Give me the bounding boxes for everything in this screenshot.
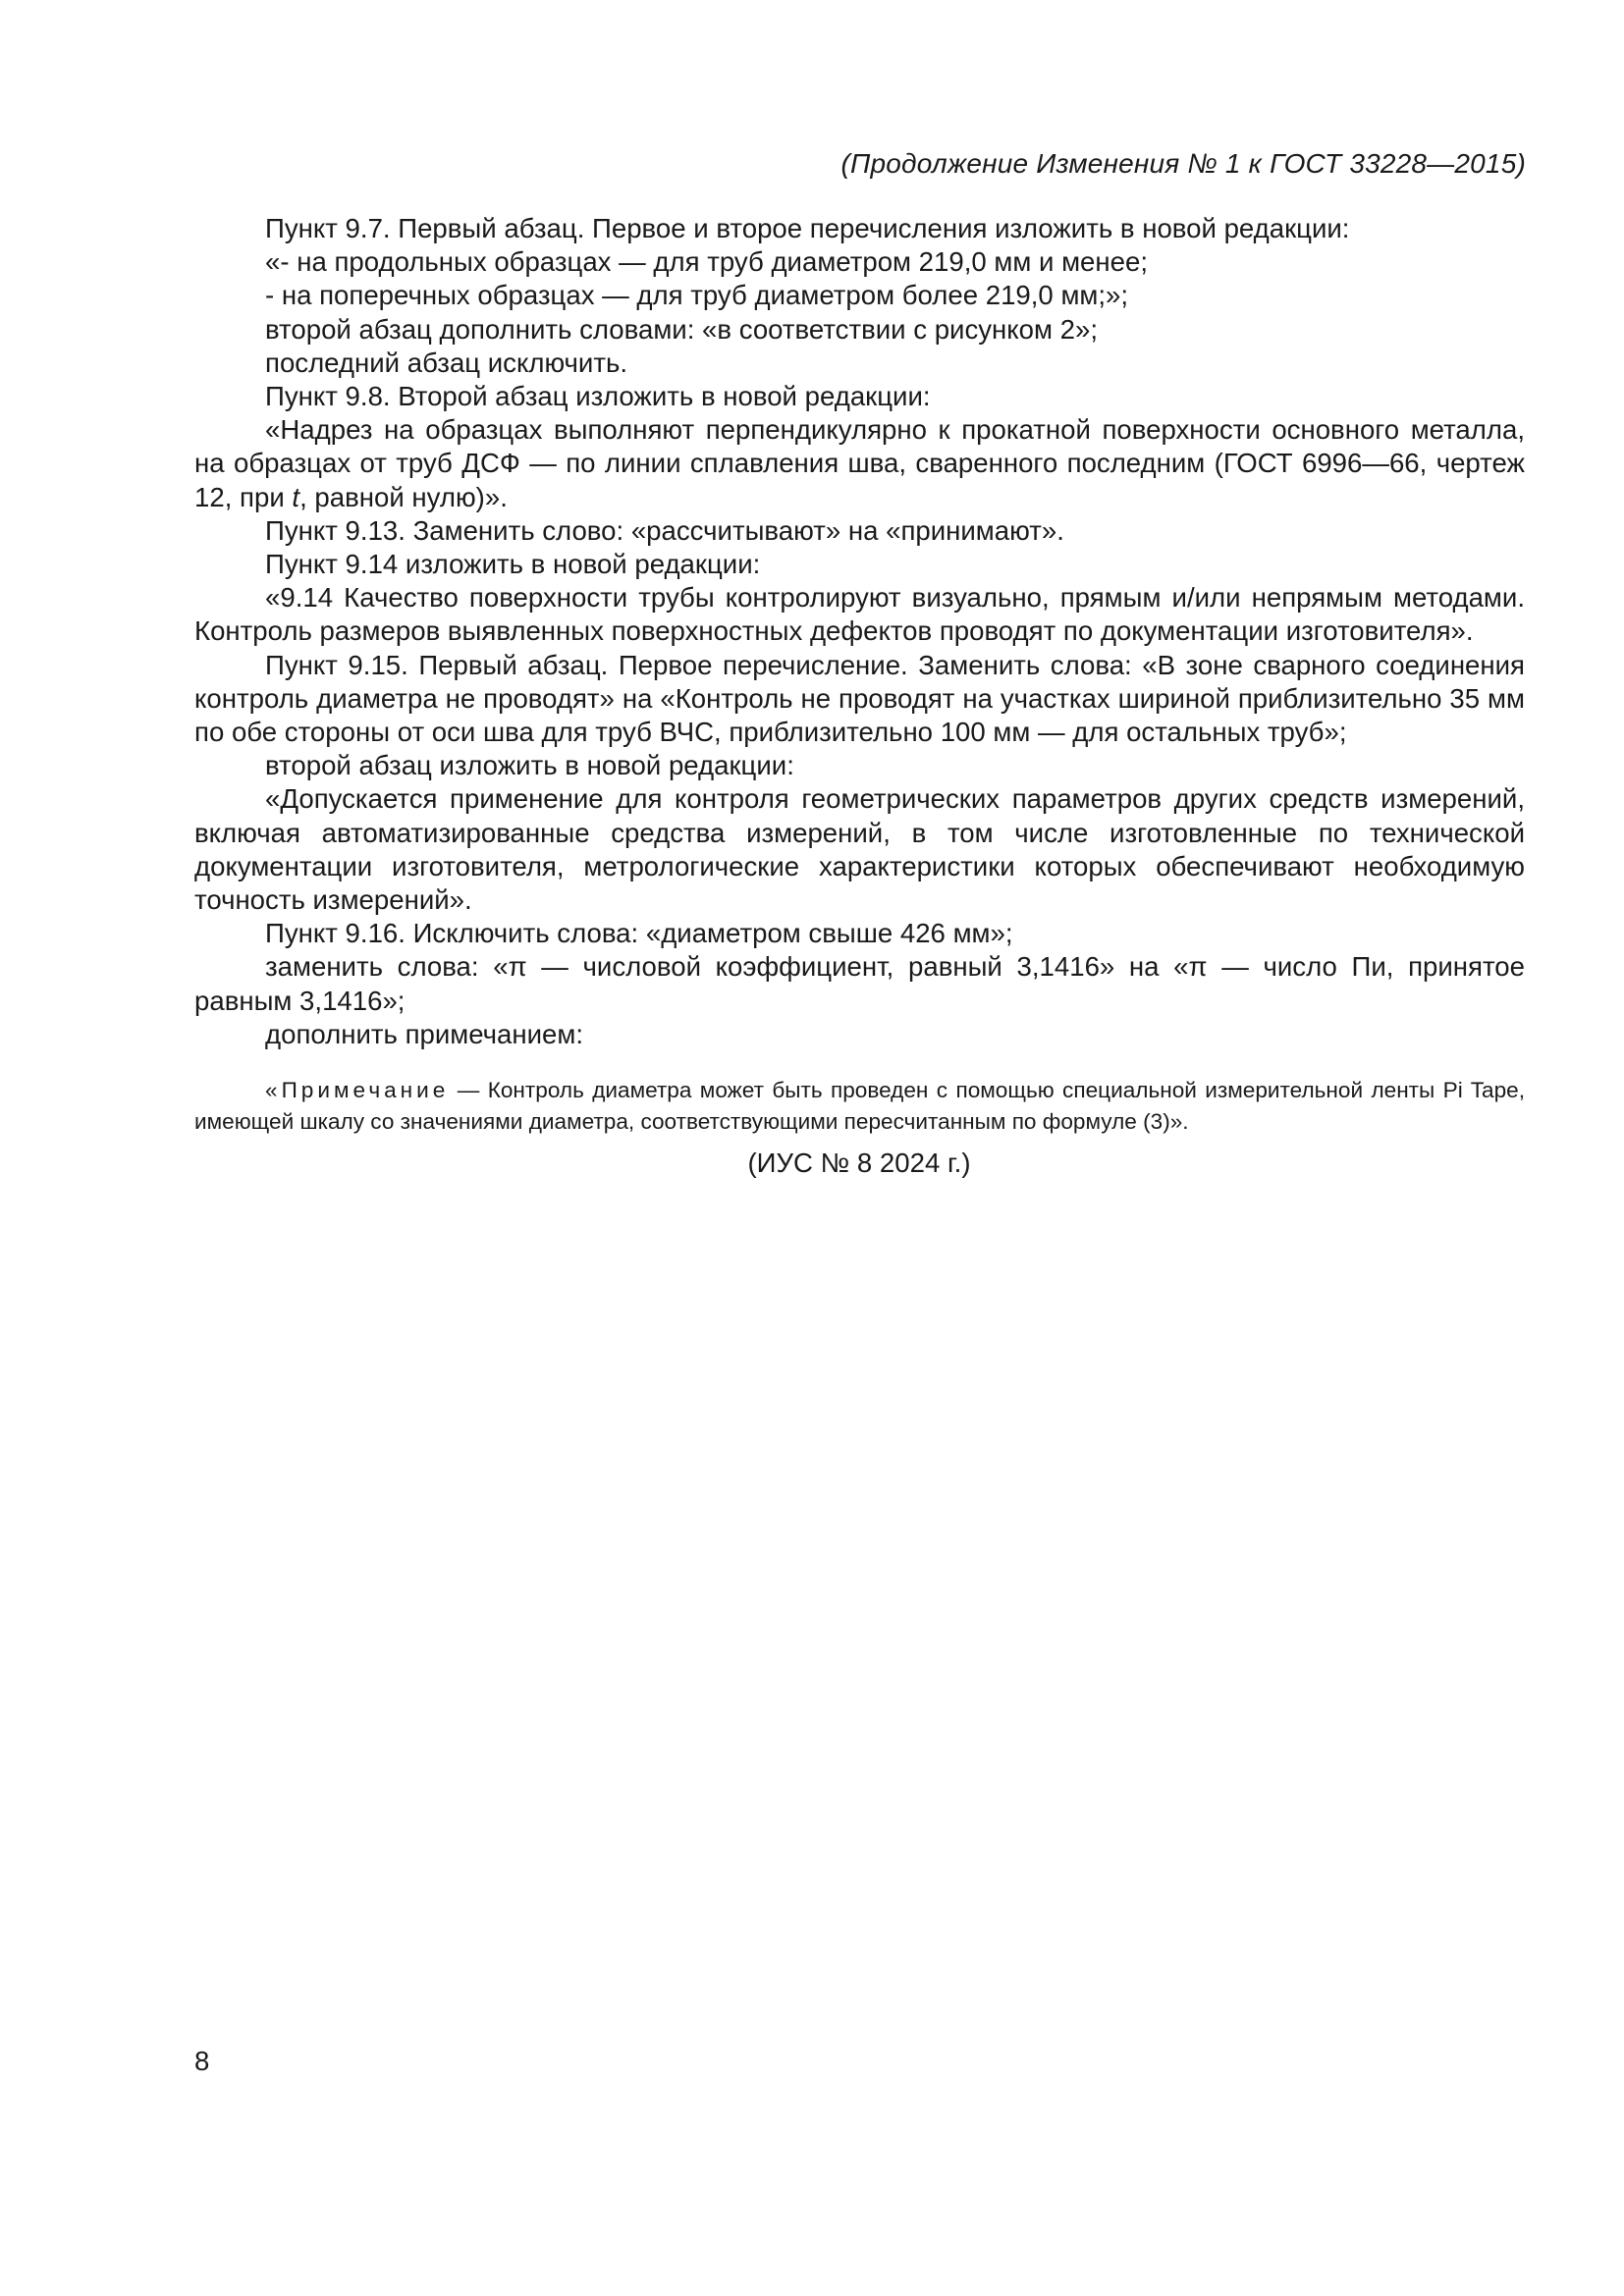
paragraph: Пункт 9.14 изложить в новой редакции: [265,549,761,580]
note-text: — Контроль диаметра может быть проведен с помощью специальной измерительной ленты Pi Tape, имеющей шкалу со значениями диаметра, соответствующими пересчитанным по формуле (3)». [194,1078,1525,1135]
paragraph: «9.14 Качество поверхности трубы контролируют визуально, прямым и/или непрямым методами. Контроль размеров выявленных поверхностных дефектов проводят по документации изготовителя». [194,582,1525,647]
ius-reference: (ИУС № 8 2024 г.) [747,1148,971,1178]
text-fragment: «Надрез на образцах выполняют перпендикулярно к прокатной поверхности основного металла, на образцах от труб ДСФ — по линии сплавления шва, сваренного последним (ГОСТ 6996—66, чертеж 12, при [194,414,1525,512]
text-fragment: , равной нулю)». [299,481,508,512]
paragraph: Пункт 9.7. Первый абзац. Первое и второе перечисления изложить в новой редакции: [265,213,1350,243]
note-label: «Примечание [265,1078,450,1103]
paragraph-9-8-text [194,413,1525,514]
note [194,1075,1525,1138]
paragraph: Пункт 9.8. Второй абзац изложить в новой редакции: [265,381,931,412]
paragraph: «Допускается применение для контроля геометрических параметров других средств измерений, включая автоматизированные средства измерений, в том числе изготовленные по технической документации изготовителя, метрологические характеристики которых обеспечивают необходимую точность измерений». [194,783,1525,916]
italic-variable: t [292,481,300,512]
paragraph: «- на продольных образцах — для труб диаметром 219,0 мм и менее; [265,246,1149,278]
paragraph: второй абзац дополнить словами: «в соответствии с рисунком 2»; [265,313,1099,345]
document-body [194,212,1525,1160]
paragraph: последний абзац исключить. [265,347,628,378]
paragraph: - на поперечных образцах — для труб диаметром более 219,0 мм;»; [265,280,1129,311]
page-number: 8 [194,2046,210,2076]
paragraph: Пункт 9.15. Первый абзац. Первое перечисление. Заменить слова: «В зоне сварного соединения контроль диаметра не проводят» на «Контроль не проводят на участках шириной приблизительно 35 мм по обе стороны от оси шва для труб ВЧС, приблизительно 100 мм — для остальных труб»; [194,649,1525,748]
paragraph: заменить слова: «π — числовой коэффициент, равный 3,1416» на «π — число Пи, принятое равным 3,1416»; [194,951,1525,1016]
paragraph: дополнить примечанием: [265,1018,584,1049]
running-header: (Продолжение Изменения № 1 к ГОСТ 33228—2015) [840,148,1526,179]
paragraph: Пункт 9.13. Заменить слово: «рассчитывают» на «принимают». [265,514,1064,546]
paragraph: второй абзац изложить в новой редакции: [265,750,794,781]
paragraph: Пункт 9.16. Исключить слова: «диаметром свыше 426 мм»; [265,918,1013,949]
